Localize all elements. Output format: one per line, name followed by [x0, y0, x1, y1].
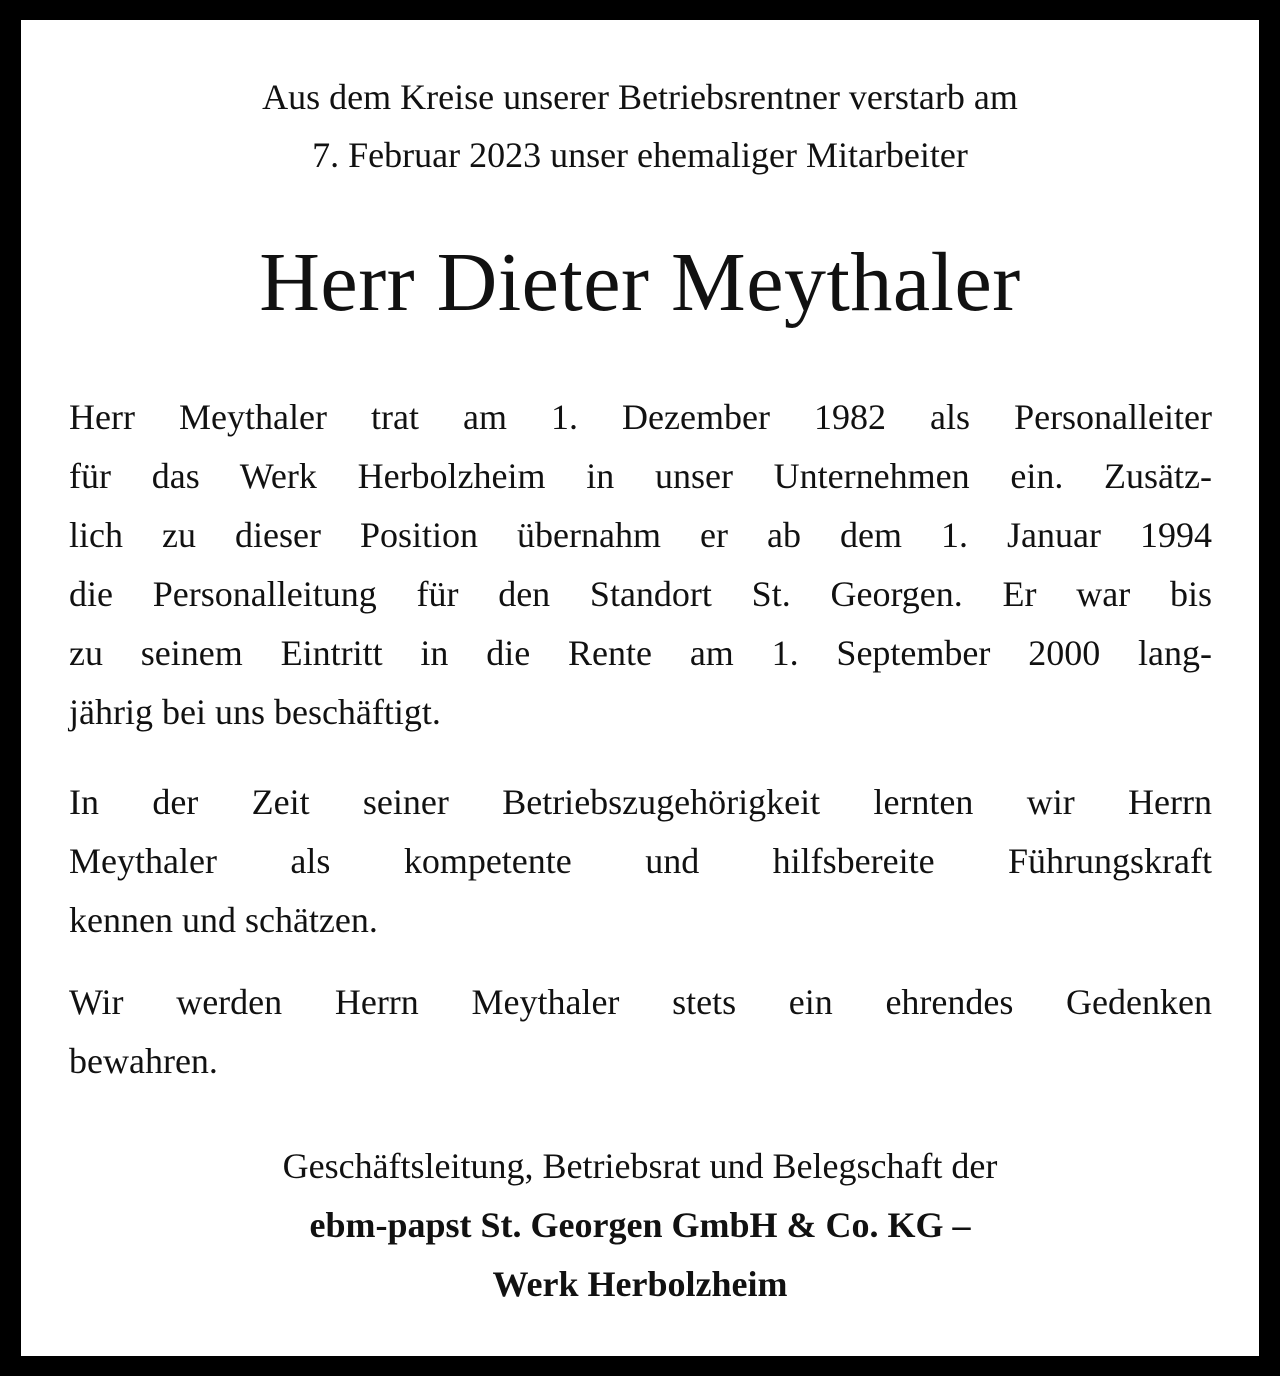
intro-line: 7. Februar 2023 unser ehemaliger Mitarbeiter [312, 135, 968, 175]
paragraph-line: bewahren. [69, 1041, 218, 1081]
company-name: ebm-papst St. Georgen GmbH & Co. KG – [309, 1205, 971, 1245]
paragraph-line: für das Werk Herbolzheim in unser Unternehmen ein. Zusätz- [69, 456, 1212, 496]
paragraph-career [69, 388, 1212, 742]
signature-block [21, 1137, 1259, 1314]
intro-text [21, 68, 1259, 184]
company-site: Werk Herbolzheim [492, 1264, 788, 1304]
paragraph-line: kennen und schätzen. [69, 900, 378, 940]
paragraph-line: Wir werden Herrn Meythaler stets ein ehrendes Gedenken [69, 982, 1212, 1022]
signature-line: Geschäftsleitung, Betriebsrat und Belegschaft der [282, 1146, 998, 1186]
paragraph-line: Herr Meythaler trat am 1. Dezember 1982 als Personalleiter [69, 397, 1212, 437]
paragraph-line: zu seinem Eintritt in die Rente am 1. September 2000 lang- [69, 633, 1212, 673]
paragraph-line: lich zu dieser Position übernahm er ab dem 1. Januar 1994 [69, 515, 1212, 555]
paragraph-line: In der Zeit seiner Betriebszugehörigkeit lernten wir Herrn [69, 782, 1212, 822]
intro-line: Aus dem Kreise unserer Betriebsrentner verstarb am [262, 77, 1018, 117]
obituary-notice [21, 20, 1259, 1356]
paragraph-remembrance [69, 973, 1212, 1091]
paragraph-appreciation [69, 773, 1212, 950]
paragraph-line: die Personalleitung für den Standort St. Georgen. Er war bis [69, 574, 1212, 614]
deceased-name: Herr Dieter Meythaler [259, 236, 1021, 329]
paragraph-line: jährig bei uns beschäftigt. [69, 692, 441, 732]
paragraph-line: Meythaler als kompetente und hilfsbereite Führungskraft [69, 841, 1212, 881]
